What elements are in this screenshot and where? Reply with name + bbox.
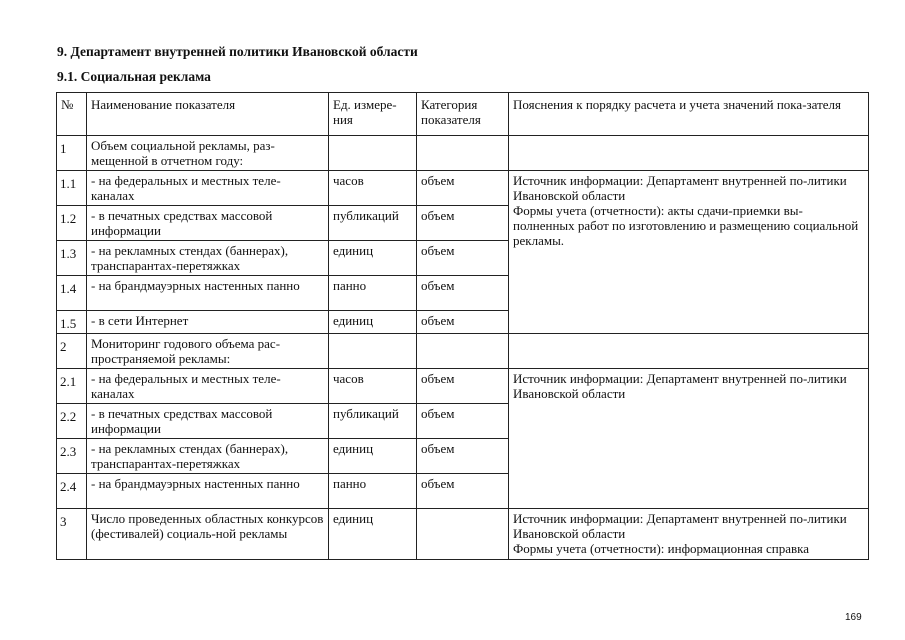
subsection-heading: 9.1. Социальная реклама <box>57 69 211 84</box>
row-number: 1.3 <box>57 241 87 276</box>
row-number: 2 <box>57 334 87 369</box>
row-category: объем <box>417 171 509 206</box>
table-row <box>57 509 869 560</box>
row3-source: Источник информации: Департамент внутренней по-литики Ивановской области <box>513 511 847 541</box>
row-category: объем <box>417 241 509 276</box>
row-name: - на федеральных и местных теле-каналах <box>87 369 329 404</box>
row-name: - в сети Интернет <box>87 311 329 334</box>
row-unit: единиц <box>329 311 417 334</box>
header-notes: Пояснения к порядку расчета и учета значений пока-зателя <box>509 93 869 136</box>
row-number: 2.3 <box>57 439 87 474</box>
row-name: - на рекламных стендах (баннерах), транспарантах-перетяжках <box>87 439 329 474</box>
row-name: - на брандмауэрных настенных панно <box>87 474 329 509</box>
row-name: - в печатных средствах массовой информации <box>87 206 329 241</box>
row-number: 2.1 <box>57 369 87 404</box>
row-unit: панно <box>329 276 417 311</box>
row-number: 1.5 <box>57 311 87 334</box>
page-number: 169 <box>845 612 862 623</box>
row-category: объем <box>417 369 509 404</box>
row-category <box>417 509 509 560</box>
header-unit: Ед. измере-ния <box>329 93 417 136</box>
table-row <box>57 369 869 404</box>
row-unit: публикаций <box>329 206 417 241</box>
group1-forms: Формы учета (отчетности): акты сдачи-приемки вы-полненных работ по изготовлению и размещению социальной рекламы. <box>513 203 859 248</box>
row-number: 2.4 <box>57 474 87 509</box>
row-category: объем <box>417 311 509 334</box>
row-unit: публикаций <box>329 404 417 439</box>
group1-notes <box>509 171 869 334</box>
row-unit: единиц <box>329 439 417 474</box>
row-name: - в печатных средствах массовой информации <box>87 404 329 439</box>
section-heading: 9. Департамент внутренней политики Ивановской области <box>57 44 418 59</box>
row-category <box>417 334 509 369</box>
table-row <box>57 136 869 171</box>
row-number: 1.2 <box>57 206 87 241</box>
row-category: объем <box>417 474 509 509</box>
row-category: объем <box>417 206 509 241</box>
row-number: 1 <box>57 136 87 171</box>
group2-source: Источник информации: Департамент внутренней по-литики Ивановской области <box>513 371 847 401</box>
row-category <box>417 136 509 171</box>
row-unit: единиц <box>329 509 417 560</box>
row-notes <box>509 509 869 560</box>
row-name: - на федеральных и местных теле-каналах <box>87 171 329 206</box>
header-category: Категория показателя <box>417 93 509 136</box>
row-unit <box>329 334 417 369</box>
row-name: Число проведенных областных конкурсов (фестивалей) социаль-ной рекламы <box>87 509 329 560</box>
row-unit <box>329 136 417 171</box>
row-category: объем <box>417 439 509 474</box>
table-row <box>57 171 869 206</box>
indicators-table <box>56 92 869 560</box>
row-category: объем <box>417 404 509 439</box>
row-number: 1.4 <box>57 276 87 311</box>
header-number: № <box>57 93 87 136</box>
row-notes <box>509 334 869 369</box>
row-unit: часов <box>329 171 417 206</box>
row-name: Объем социальной рекламы, раз-мещенной в отчетном году: <box>87 136 329 171</box>
table-row <box>57 334 869 369</box>
row-name: - на брандмауэрных настенных панно <box>87 276 329 311</box>
header-name: Наименование показателя <box>87 93 329 136</box>
row-name: Мониторинг годового объема рас-пространяемой рекламы: <box>87 334 329 369</box>
row-number: 1.1 <box>57 171 87 206</box>
row-name: - на рекламных стендах (баннерах), транспарантах-перетяжках <box>87 241 329 276</box>
row-unit: часов <box>329 369 417 404</box>
row-unit: панно <box>329 474 417 509</box>
row-unit: единиц <box>329 241 417 276</box>
row-notes <box>509 136 869 171</box>
row3-forms: Формы учета (отчетности): информационная справка <box>513 541 810 556</box>
table-header-row <box>57 93 869 136</box>
row-number: 3 <box>57 509 87 560</box>
group2-notes <box>509 369 869 509</box>
row-number: 2.2 <box>57 404 87 439</box>
group1-source: Источник информации: Департамент внутренней по-литики Ивановской области <box>513 173 847 203</box>
row-category: объем <box>417 276 509 311</box>
